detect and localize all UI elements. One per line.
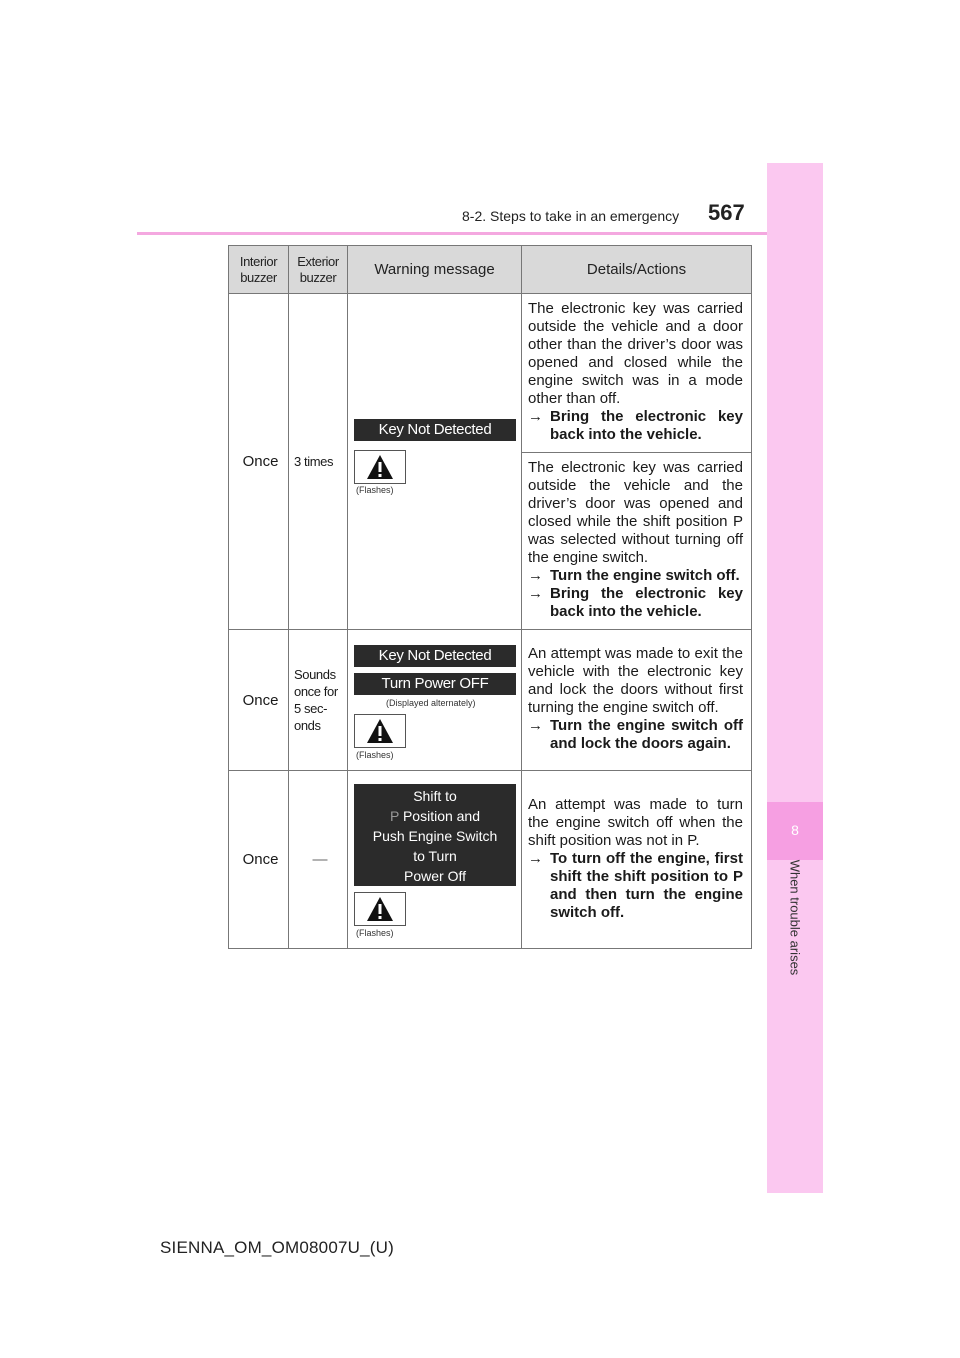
details-cell	[522, 771, 752, 949]
warning-triangle-icon	[354, 450, 406, 484]
col-exterior-buzzer: Exterior buzzer	[289, 246, 348, 294]
interior-buzzer-cell: Once	[229, 771, 289, 949]
arrow-icon: →	[528, 849, 543, 867]
exterior-buzzer-cell: Sounds once for 5 sec- onds	[289, 630, 348, 771]
warning-message-cell	[348, 630, 522, 771]
action-item: → Turn the engine switch off and lock the doors again.	[528, 717, 743, 752]
table-row	[229, 771, 752, 949]
display-turn-power-off: Turn Power OFF	[354, 673, 516, 695]
warning-triangle-icon	[354, 892, 406, 926]
display-key-not-detected: Key Not Detected	[354, 419, 516, 441]
display-key-not-detected: Key Not Detected	[354, 645, 516, 667]
action-item: → Bring the electronic key back into the vehicle.	[528, 585, 743, 620]
warning-message-cell	[348, 294, 522, 630]
header-rule	[137, 232, 823, 235]
flashes-note: (Flashes)	[356, 928, 394, 938]
footer-doc-id: SIENNA_OM_OM08007U_(U)	[160, 1238, 394, 1257]
header-section-title: 8-2. Steps to take in an emergency	[462, 208, 680, 224]
flashes-note: (Flashes)	[356, 485, 394, 495]
warning-table	[228, 245, 751, 949]
displayed-alternately-note: (Displayed alternately)	[386, 698, 476, 708]
arrow-icon: →	[528, 717, 543, 734]
detail-text: An attempt was made to turn the engine switch off when the shift position was not in P.	[528, 795, 743, 849]
detail-text: The electronic key was carried outside the vehicle and the driver’s door was opened and closed while the shift position P was selected without turning off the engine switch.	[528, 459, 743, 566]
table-row	[229, 630, 752, 771]
details-cell	[522, 294, 752, 453]
interior-buzzer-cell: Once	[229, 630, 289, 771]
exterior-buzzer-cell: —	[289, 771, 348, 949]
action-item: → Bring the electronic key back into the vehicle.	[528, 408, 743, 443]
arrow-icon: →	[528, 408, 543, 425]
table-row	[229, 294, 752, 453]
col-interior-buzzer: Interior buzzer	[229, 246, 289, 294]
detail-text: The electronic key was carried outside the vehicle and a door other than the driver’s door was opened and closed while the engine switch was in a mode other than off.	[528, 300, 743, 407]
details-cell	[522, 453, 752, 630]
warning-triangle-icon	[354, 714, 406, 748]
details-cell	[522, 630, 752, 771]
side-chapter-title: When trouble arises	[787, 859, 803, 976]
page-number: 567	[708, 200, 745, 225]
side-chapter-strip	[767, 163, 823, 1193]
arrow-icon: →	[528, 567, 543, 584]
action-item: → Turn the engine switch off.	[528, 567, 740, 584]
col-warning-message: Warning message	[348, 246, 522, 294]
table-header-row	[229, 246, 752, 294]
warning-message-cell	[348, 771, 522, 949]
display-shift-to-p: Shift to P Position and Push Engine Switch to Turn Power Off	[354, 784, 516, 886]
interior-buzzer-cell: Once	[229, 294, 289, 630]
arrow-icon: →	[528, 585, 543, 602]
action-item: → To turn off the engine, first shift the shift position to P and then turn the engine switch off.	[528, 849, 743, 921]
col-details-actions: Details/Actions	[522, 246, 752, 294]
side-chapter-number: 8	[791, 822, 799, 838]
detail-text: An attempt was made to exit the vehicle with the electronic key and lock the doors without first turning the engine switch off.	[528, 645, 743, 716]
flashes-note: (Flashes)	[356, 750, 394, 760]
exterior-buzzer-cell: 3 times	[289, 294, 348, 630]
